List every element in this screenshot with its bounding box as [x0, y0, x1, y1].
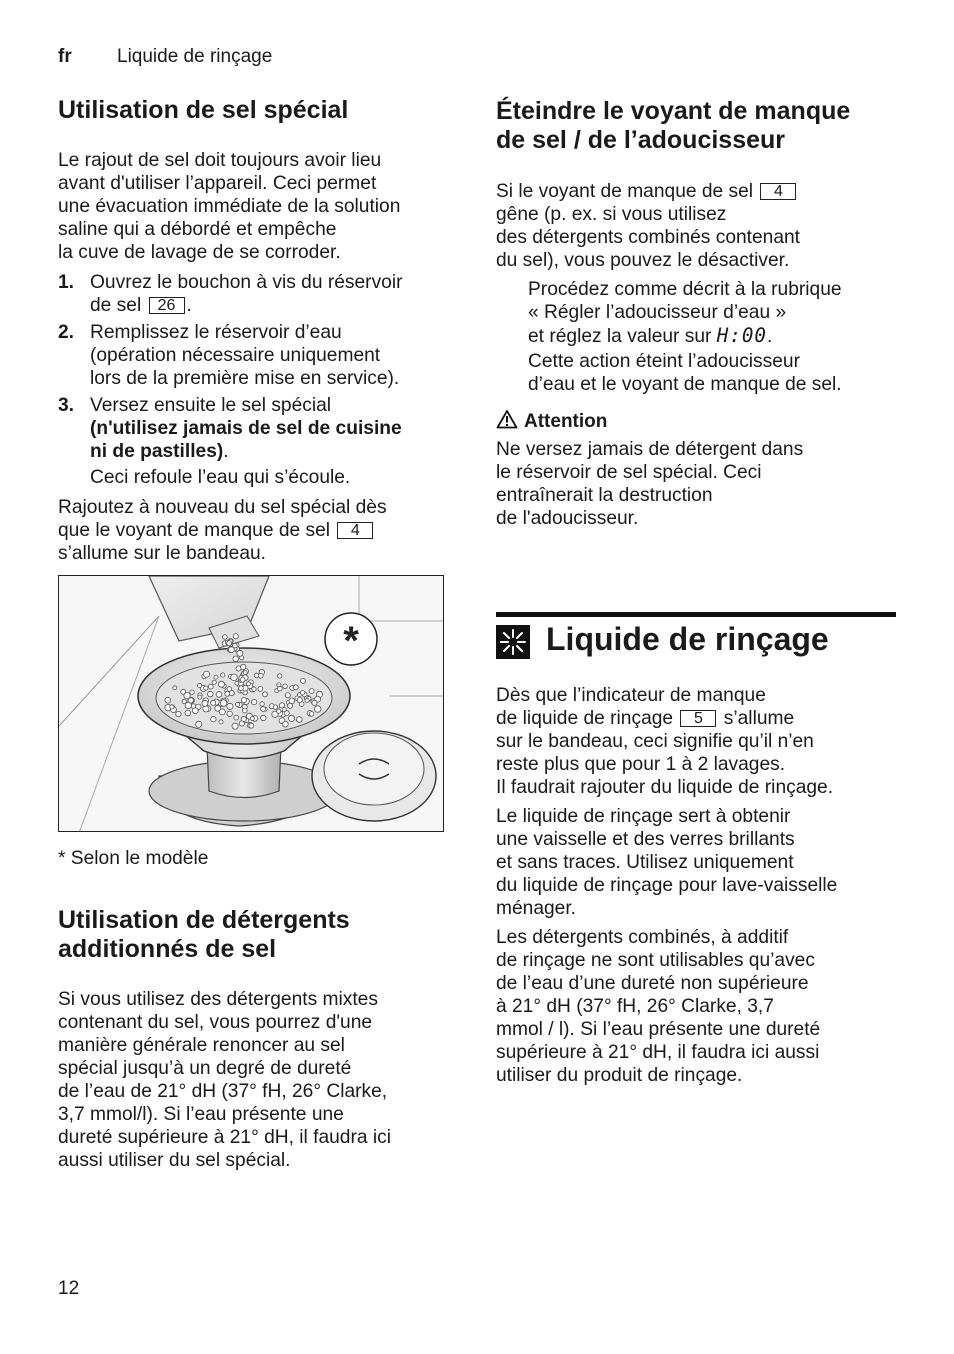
text-line: utiliser du produit de rinçage. — [496, 1065, 743, 1086]
text-line — [496, 181, 798, 204]
step-result: Ceci refoule l’eau qui s’écoule. — [90, 467, 351, 488]
text-fragment: de liquide de rinçage — [496, 708, 674, 729]
text-line: de l’eau de 21° dH (37° fH, 26° Clarke, — [58, 1081, 388, 1102]
reference-box: 4 — [337, 522, 373, 539]
text-line: spécial jusqu’à un degré de dureté — [58, 1058, 352, 1079]
text-line — [58, 520, 375, 543]
text-line: une évacuation immédiate de la solution — [58, 196, 401, 217]
section-heading-rinse-aid — [496, 612, 896, 657]
text-fragment: s’allume — [723, 708, 795, 729]
text-line: mmol / l). Si l’eau présente une dureté — [496, 1019, 821, 1040]
text-line: d’eau et le voyant de manque de sel. — [528, 374, 842, 395]
text-line: et sans traces. Utilisez uniquement — [496, 852, 794, 873]
rinse-aid-icon — [496, 625, 530, 659]
text-line: aussi utiliser du sel spécial. — [58, 1150, 291, 1171]
text-line: Ne versez jamais de détergent dans — [496, 439, 804, 460]
text-line — [90, 441, 229, 464]
text-fragment: et réglez la valeur sur — [528, 326, 712, 347]
text-fragment: . — [767, 326, 773, 347]
text-line: gêne (p. ex. si vous utilisez — [496, 204, 727, 225]
text-fragment: . — [223, 441, 229, 462]
text-line — [528, 325, 772, 349]
text-line: contenant du sel, vous pourrez d'une — [58, 1012, 373, 1033]
warning-icon — [496, 409, 518, 429]
step-number: 2. — [58, 322, 75, 343]
text-line: « Régler l’adoucisseur d’eau » — [528, 302, 787, 323]
text-line: manière générale renoncer au sel — [58, 1035, 345, 1056]
text-line: s’allume sur le bandeau. — [58, 543, 266, 564]
text-fragment: ni de pastilles) — [90, 441, 224, 462]
text-line: avant d'utiliser l’appareil. Ceci permet — [58, 173, 377, 194]
text-fragment: . — [186, 295, 192, 316]
step-number: 3. — [58, 395, 75, 416]
text-line: Il faudrait rajouter du liquide de rinçage. — [496, 777, 834, 798]
heading-special-salt: Utilisation de sel spécial — [58, 96, 349, 124]
attention-label: Attention — [524, 411, 608, 432]
text-line: Le liquide de rinçage sert à obtenir — [496, 806, 791, 827]
text-line: lors de la première mise en service). — [90, 368, 400, 389]
text-line: du sel), vous pouvez le désactiver. — [496, 250, 790, 271]
heading-salt-indicator-off: Éteindre le voyant de manque — [496, 97, 851, 125]
attention-heading — [496, 409, 607, 434]
text-line — [496, 708, 794, 731]
text-line: Versez ensuite le sel spécial — [90, 395, 332, 416]
text-line: Rajoutez à nouveau du sel spécial dès — [58, 497, 387, 518]
text-line: Si vous utilisez des détergents mixtes — [58, 989, 378, 1010]
text-line: saline qui a débordé et empêche — [58, 219, 337, 240]
text-line: Procédez comme décrit à la rubrique — [528, 279, 842, 300]
text-line: sur le bandeau, ceci signifie qu’il n’en — [496, 731, 814, 752]
text-line: entraînerait la destruction — [496, 485, 713, 506]
page-number: 12 — [58, 1278, 80, 1299]
text-line — [90, 295, 192, 318]
reference-box: 4 — [760, 183, 796, 200]
step-number: 1. — [58, 272, 75, 293]
text-line: supérieure à 21° dH, il faudra ici aussi — [496, 1042, 820, 1063]
text-line: Ouvrez le bouchon à vis du réservoir — [90, 272, 403, 293]
text-line: des détergents combinés contenant — [496, 227, 801, 248]
heading-detergents-salt-line2: additionnés de sel — [58, 935, 277, 963]
illustration-caption: * Selon le modèle — [58, 848, 209, 869]
text-line: de l’eau d’une dureté non supérieure — [496, 973, 809, 994]
text-line: dureté supérieure à 21° dH, il faudra ici — [58, 1127, 391, 1148]
text-line: (opération nécessaire uniquement — [90, 345, 381, 366]
text-line: Cette action éteint l’adoucisseur — [528, 351, 800, 372]
text-line: 3,7 mmol/l). Si l’eau présente une — [58, 1104, 344, 1125]
running-header-title: Liquide de rinçage — [117, 46, 273, 67]
text-fragment: Si le voyant de manque de sel — [496, 181, 754, 202]
text-line: Remplissez le réservoir d’eau — [90, 322, 342, 343]
text-line: à 21° dH (37° fH, 26° Clarke, 3,7 — [496, 996, 774, 1017]
text-line: de l'adoucisseur. — [496, 508, 639, 529]
reference-box: 5 — [680, 710, 716, 727]
text-line: une vaisselle et des verres brillants — [496, 829, 795, 850]
text-line: Dès que l’indicateur de manque — [496, 685, 766, 706]
text-fragment: de sel — [90, 295, 142, 316]
text-line: la cuve de lavage de se corroder. — [58, 242, 341, 263]
funnel-illustration — [59, 576, 444, 832]
salt-filling-illustration — [58, 575, 444, 832]
language-code: fr — [58, 46, 72, 67]
model-note-star: * — [343, 619, 359, 663]
text-line: Les détergents combinés, à additif — [496, 927, 789, 948]
text-line: Le rajout de sel doit toujours avoir lieu — [58, 150, 382, 171]
text-line: reste plus que pour 1 à 2 lavages. — [496, 754, 786, 775]
text-line: du liquide de rinçage pour lave-vaisselle — [496, 875, 838, 896]
text-line: de rinçage ne sont utilisables qu’avec — [496, 950, 815, 971]
heading-salt-indicator-off-line2: de sel / de l’adoucisseur — [496, 126, 786, 154]
text-line: ménager. — [496, 898, 577, 919]
reference-box: 26 — [149, 297, 185, 314]
section-title: Liquide de rinçage — [546, 621, 829, 657]
heading-detergents-salt: Utilisation de détergents — [58, 906, 350, 934]
text-line: le réservoir de sel spécial. Ceci — [496, 462, 762, 483]
text-line: (n'utilisez jamais de sel de cuisine — [90, 418, 402, 439]
text-fragment: que le voyant de manque de sel — [58, 520, 331, 541]
display-value: H:00 — [716, 324, 767, 347]
